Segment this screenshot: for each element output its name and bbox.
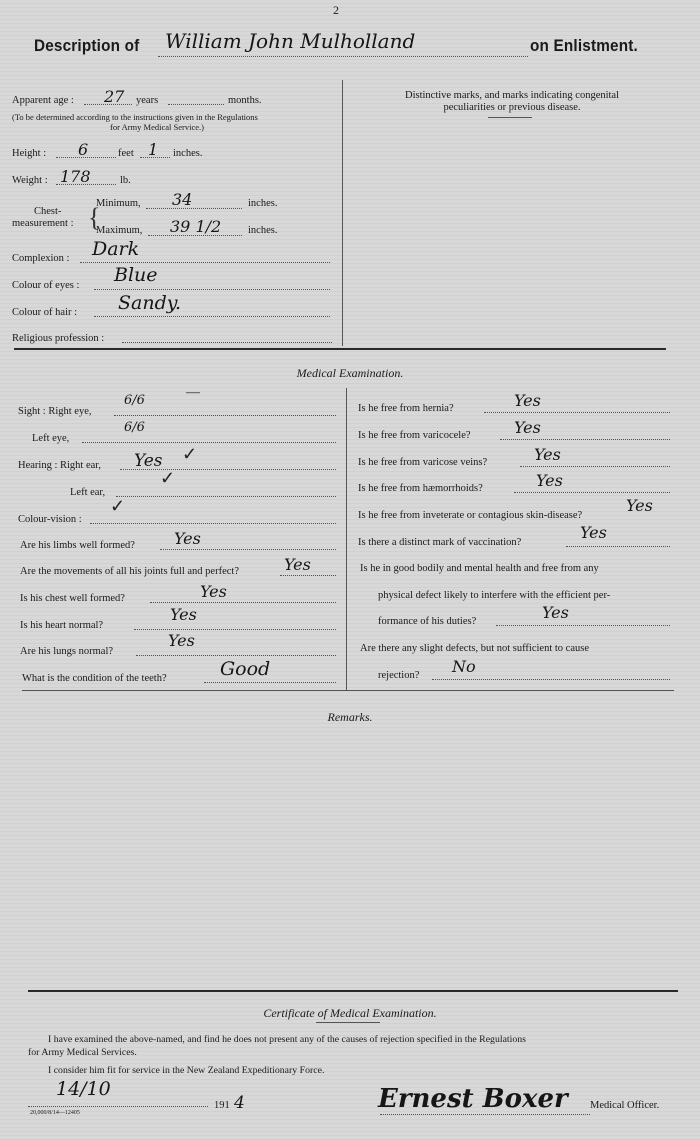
- section-rule-2: [28, 990, 678, 992]
- chest-q-label: Is his chest well formed?: [20, 593, 125, 604]
- eyes-line: [94, 289, 330, 290]
- chest-brace: {: [88, 203, 101, 232]
- date-value: 14/10: [56, 1078, 111, 1100]
- height-inches-value: 1: [148, 140, 159, 159]
- joints-line: [280, 575, 336, 576]
- joints-label: Are the movements of all his joints full and perfect?: [20, 566, 239, 577]
- enlistee-name: William John Mulholland: [165, 29, 416, 53]
- certificate-underline: [316, 1022, 380, 1023]
- hernia-line: [484, 412, 670, 413]
- lungs-line: [136, 655, 336, 656]
- chest-q-value: Yes: [200, 582, 227, 601]
- medical-officer-signature: Ernest Boxer: [378, 1084, 568, 1114]
- sight-left-line: [82, 442, 336, 443]
- name-line: [158, 56, 528, 57]
- officer-label: Medical Officer.: [590, 1100, 660, 1111]
- varicocele-line: [500, 439, 670, 440]
- health-label-1: Is he in good bodily and mental health and free from any: [360, 563, 599, 574]
- feet-label: feet: [118, 148, 134, 159]
- hearing-label: Hearing : Right ear,: [18, 460, 101, 471]
- sight-label: Sight : Right eye,: [18, 406, 92, 417]
- defects-label-2: rejection?: [378, 670, 420, 681]
- lb-label: lb.: [120, 175, 131, 186]
- teeth-line: [204, 682, 336, 683]
- vaccination-line: [566, 546, 670, 547]
- chest-inches-1: inches.: [248, 198, 278, 209]
- health-value: Yes: [542, 603, 569, 622]
- year-prefix: 191: [214, 1100, 230, 1111]
- joints-value: Yes: [284, 555, 311, 574]
- health-label-2: physical defect likely to interfere with the efficient per-: [378, 590, 611, 601]
- sight-mark: —: [186, 385, 200, 400]
- minimum-line: [146, 208, 242, 209]
- medical-heading: Medical Examination.: [296, 366, 404, 380]
- hearing-right-value: Yes: [134, 451, 163, 471]
- height-feet-value: 6: [78, 140, 89, 159]
- left-eye-label: Left eye,: [32, 433, 70, 444]
- age-note-2: for Army Medical Service.): [110, 122, 204, 132]
- varicocele-label: Is he free from varicocele?: [358, 430, 471, 441]
- sight-left-value: 6/6: [124, 420, 145, 435]
- months-label: months.: [228, 95, 262, 106]
- certificate-text-2: for Army Medical Services.: [28, 1047, 137, 1058]
- marks-label-2: peculiarities or previous disease.: [443, 102, 581, 113]
- chest-inches-2: inches.: [248, 225, 278, 236]
- minimum-label: Minimum,: [96, 198, 141, 209]
- heart-label: Is his heart normal?: [20, 620, 104, 631]
- defects-label-1: Are there any slight defects, but not sufficient to cause: [360, 643, 589, 654]
- complexion-value: Dark: [92, 238, 140, 260]
- hair-value: Sandy.: [118, 292, 181, 314]
- limbs-line: [160, 549, 336, 550]
- veins-value: Yes: [534, 445, 561, 464]
- minimum-value: 34: [172, 190, 193, 209]
- veins-line: [520, 466, 670, 467]
- year-suffix: 4: [234, 1093, 245, 1113]
- chest-label-2: measurement :: [12, 218, 74, 229]
- heart-line: [134, 629, 336, 630]
- remarks-area: [22, 730, 674, 986]
- defects-line: [432, 679, 670, 680]
- limbs-value: Yes: [174, 529, 201, 548]
- age-value: 27: [104, 87, 125, 106]
- maximum-value: 39 1/2: [170, 217, 222, 236]
- sight-right-value: 6/6: [124, 393, 145, 408]
- hernia-value: Yes: [514, 391, 541, 410]
- maximum-label: Maximum,: [96, 225, 143, 236]
- teeth-value: Good: [220, 658, 271, 680]
- lungs-label: Are his lungs normal?: [20, 646, 114, 657]
- complexion-label: Complexion :: [12, 253, 70, 264]
- age-line: [84, 104, 132, 105]
- marks-label-1: Distinctive marks, and marks indicating congenital: [404, 90, 620, 101]
- religion-line: [122, 342, 332, 343]
- limbs-label: Are his limbs well formed?: [20, 540, 135, 551]
- colour-vision-label: Colour-vision :: [18, 514, 82, 525]
- section-rule-1: [14, 348, 666, 350]
- chest-label-1: Chest-: [34, 206, 62, 217]
- lungs-value: Yes: [168, 631, 195, 650]
- months-line: [168, 104, 224, 105]
- hearing-left-line: [116, 496, 336, 497]
- hair-line: [94, 316, 330, 317]
- health-label-3: formance of his duties?: [378, 616, 477, 627]
- height-label: Height :: [12, 148, 47, 159]
- hernia-label: Is he free from hernia?: [358, 403, 454, 414]
- date-line: [28, 1106, 208, 1107]
- title-suffix: on Enlistment.: [530, 36, 638, 55]
- marks-underline: [488, 117, 532, 118]
- heart-value: Yes: [170, 605, 197, 624]
- inches-label: inches.: [173, 148, 203, 159]
- colour-vision-line: [90, 523, 336, 524]
- print-code: 20,000/8/14—12405: [30, 1110, 80, 1116]
- certificate-heading: Certificate of Medical Examination.: [263, 1006, 437, 1020]
- medical-bottom-line: [22, 690, 674, 691]
- religion-label: Religious profession :: [12, 333, 105, 344]
- chest-q-line: [150, 602, 336, 603]
- vaccination-label: Is there a distinct mark of vaccination?: [358, 537, 522, 548]
- haemorrhoids-line: [514, 492, 670, 493]
- hair-label: Colour of hair :: [12, 307, 78, 318]
- hearing-right-tick: ✓: [182, 444, 198, 464]
- sight-right-line: [114, 415, 336, 416]
- left-ear-label: Left ear,: [70, 487, 106, 498]
- weight-label: Weight :: [12, 175, 48, 186]
- defects-value: No: [452, 657, 476, 676]
- certificate-text-1: I have examined the above-named, and find he does not present any of the causes of rejection specified in the Regulations: [48, 1034, 526, 1045]
- haemorrhoids-value: Yes: [536, 471, 563, 490]
- health-line: [496, 625, 670, 626]
- weight-value: 178: [60, 167, 91, 186]
- description-divider: [342, 80, 343, 346]
- medical-divider: [346, 388, 347, 690]
- vaccination-value: Yes: [580, 523, 607, 542]
- age-note-1: (To be determined according to the instructions given in the Regulations: [12, 112, 258, 122]
- hearing-left-tick: ✓: [160, 468, 176, 488]
- skin-value: Yes: [626, 496, 653, 515]
- remarks-heading: Remarks.: [327, 710, 373, 724]
- colour-vision-tick: ✓: [110, 496, 126, 516]
- page-number: 2: [333, 3, 339, 17]
- skin-label: Is he free from inveterate or contagious skin-disease?: [358, 510, 583, 521]
- teeth-label: What is the condition of the teeth?: [22, 673, 167, 684]
- signature-line: [380, 1114, 590, 1115]
- certificate-text-3: I consider him fit for service in the New Zealand Expeditionary Force.: [48, 1065, 325, 1076]
- haemorrhoids-label: Is he free from hæmorrhoids?: [358, 483, 483, 494]
- complexion-line: [80, 262, 330, 263]
- eyes-label: Colour of eyes :: [12, 280, 80, 291]
- veins-label: Is he free from varicose veins?: [358, 457, 488, 468]
- eyes-value: Blue: [114, 264, 158, 286]
- title-prefix: Description of: [34, 36, 140, 55]
- age-label: Apparent age :: [12, 95, 74, 106]
- years-label: years: [136, 95, 159, 106]
- varicocele-value: Yes: [514, 418, 541, 437]
